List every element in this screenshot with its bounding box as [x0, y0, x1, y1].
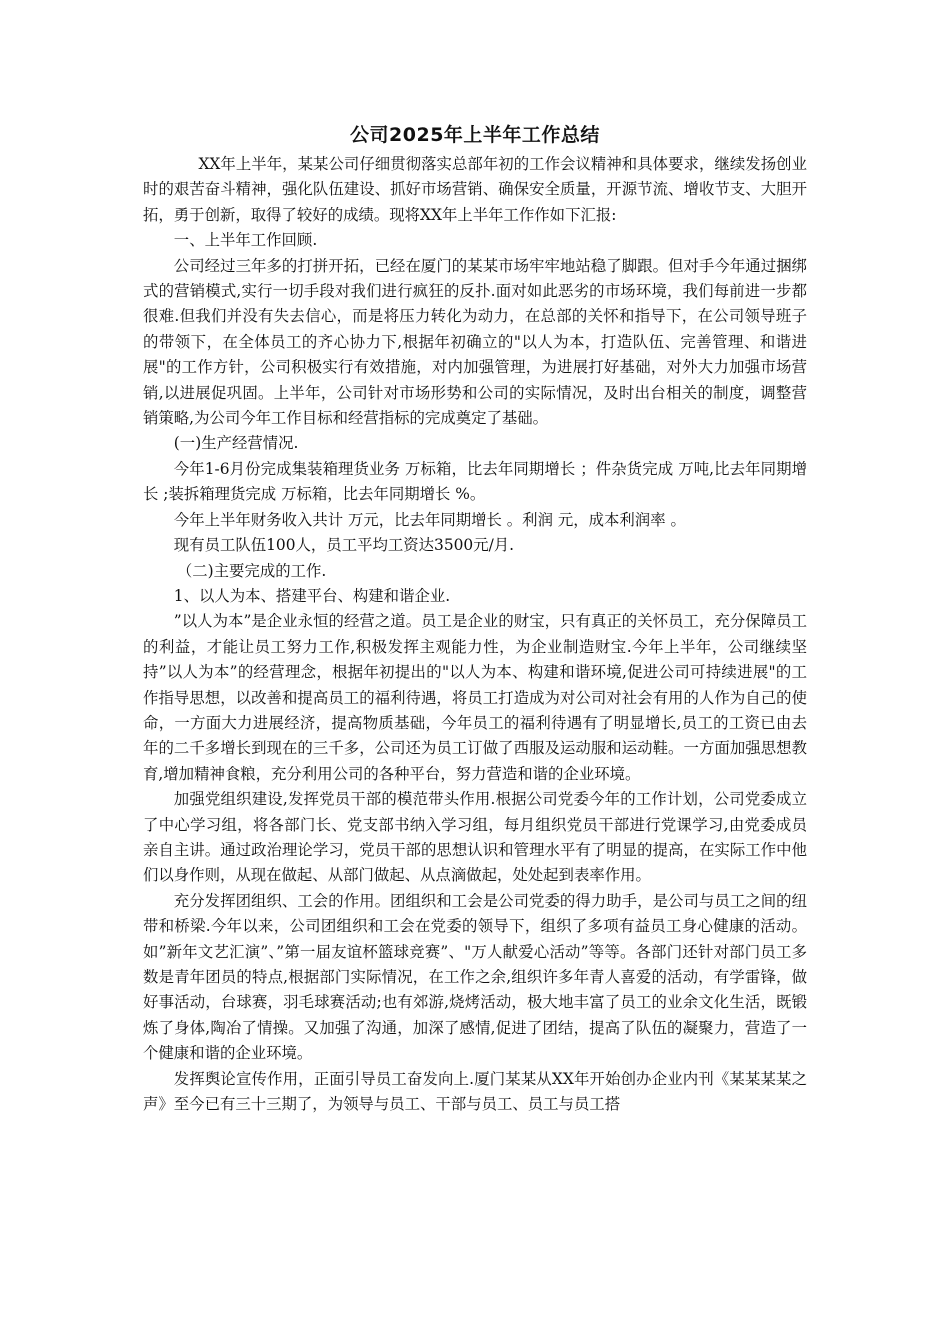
section-heading-review: 一、上半年工作回顾. [173, 231, 318, 250]
intro-paragraph: XX年上半年，某某公司仔细贯彻落实总部年初的工作会议精神和具体要求，继续发扬创业时的艰苦奋斗精神，强化队伍建设、抓好市场营销、确保安全质量，开源节流、增收节支、大胆开拓，勇于创新，取得了较好的成绩。现将XX年上半年工作作如下汇报: [143, 155, 807, 224]
document-page [143, 118, 807, 1117]
review-paragraph: 公司经过三年多的打拼开拓，已经在厦门的某某市场牢牢地站稳了脚跟。但对手今年通过捆绑式的营销模式,实行一切手段对我们进行疯狂的反扑.面对如此恶劣的市场环境，我们每前进一步都很难.但我们并没有失去信心，而是将压力转化为动力，在总部的关怀和指导下，在公司领导班子的带领下，在全体员工的齐心协力下,根据年初确立的"以人为本，打造队伍、完善管理、和谐进展"的工作方针，公司积极实行有效措施，对内加强管理，为进展打好基础，对外大力加强市场营销,以进展促巩固。上半年，公司针对市场形势和公司的实际情况，及时出台相关的制度，调整营销策略,为公司今年工作目标和经营指标的完成奠定了基础。 [143, 256, 807, 428]
operations-paragraph: 今年1-6月份完成集装箱理货业务 万标箱，比去年同期增长 ；件杂货完成 万吨,比去年同期增长 ;装拆箱理货完成 万标箱，比去年同期增长 %。 [143, 459, 807, 504]
party-paragraph: 加强党组织建设,发挥党员干部的模范带头作用.根据公司党委今年的工作计划，公司党委成立了中心学习组，将各部门长、党支部书纳入学习组，每月组织党员干部进行党课学习,由党委成员亲自主讲。通过政治理论学习，党员干部的思想认识和管理水平有了明显的提高，在实际工作中他们以身作则，从现在做起、从部门做起、从点滴做起，处处起到表率作用。 [143, 790, 807, 885]
document-title: 公司2025年上半年工作总结 [350, 124, 600, 146]
subsection-heading-operations: (一)生产经营情况. [173, 434, 299, 453]
staff-paragraph: 现有员工队伍100人，员工平均工资达3500元/月. [173, 536, 515, 555]
finance-paragraph: 今年上半年财务收入共计 万元，比去年同期增长 。利润 元，成本利润率 。 [173, 510, 686, 529]
union-paragraph: 充分发挥团组织、工会的作用。团组织和工会是公司党委的得力助手，是公司与员工之间的纽带和桥梁.今年以来，公司团组织和工会在党委的领导下，组织了多项有益员工身心健康的活动。如”新年文艺汇演”、”第一届友谊杯篮球竞赛”、"万人献爱心活动”等等。各部门还针对部门员工多数是青年团员的特点,根据部门实际情况，在工作之余,组织许多年青人喜爱的活动，有学雷锋，做好事活动，台球赛，羽毛球赛活动;也有郊游,烧烤活动，极大地丰富了员工的业余文化生活，既锻炼了身体,陶冶了情操。又加强了沟通，加深了感情,促进了团结，提高了队伍的凝聚力，营造了一个健康和谐的企业环境。 [143, 891, 807, 1063]
people-paragraph: ”以人为本”是企业永恒的经营之道。员工是企业的财宝，只有真正的关怀员工，充分保障员工的利益，才能让员工努力工作,积极发挥主观能力性，为企业制造财宝.今年上半年，公司继续坚持”以人为本”的经营理念，根据年初提出的"以人为本、构建和谐环境,促进公司可持续进展"的工作指导思想，以改善和提高员工的福利待遇，将员工打造成为对公司对社会有用的人作为自己的使命，一方面大力进展经济，提高物质基础，今年员工的福利待遇有了明显增长,员工的工资已由去年的二千多增长到现在的三千多，公司还为员工订做了西服及运动服和运动鞋。一方面加强思想教育,增加精神食粮，充分利用公司的各种平台，努力营造和谐的企业环境。 [143, 612, 807, 783]
item-heading-people: 1、以人为本、搭建平台、构建和谐企业. [173, 586, 451, 605]
subsection-heading-work: （二)主要完成的工作. [176, 561, 327, 580]
publicity-paragraph: 发挥舆论宣传作用，正面引导员工奋发向上.厦门某某从XX年开始创办企业内刊《某某某某之声》至今已有三十三期了，为领导与员工、干部与员工、员工与员工搭 [143, 1069, 807, 1114]
